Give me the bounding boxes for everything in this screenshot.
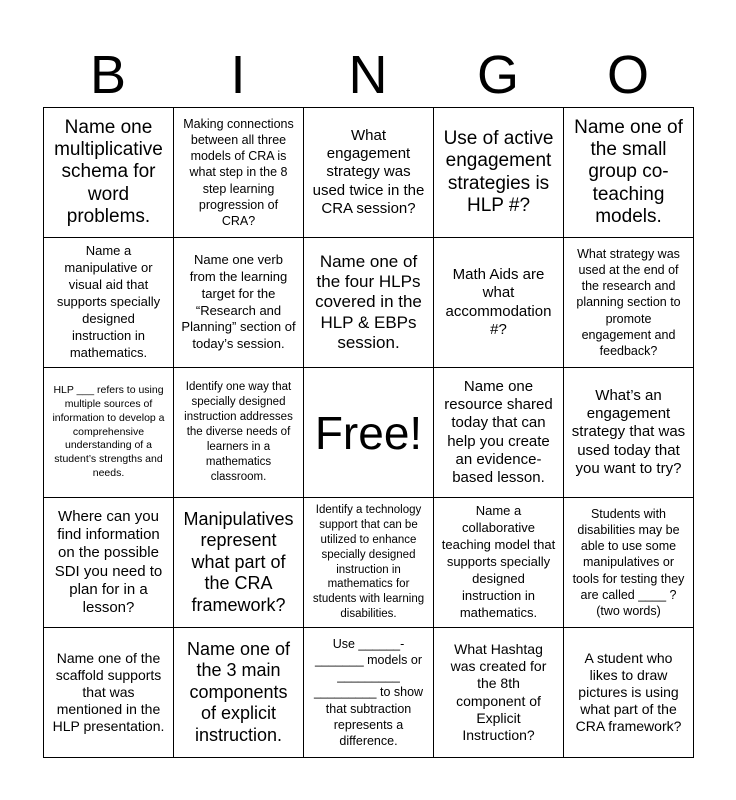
bingo-cell: What strategy was used at the end of the research and planning section to promote engagement and feedback?	[564, 238, 694, 368]
bingo-cell: What Hashtag was created for the 8th component of Explicit Instruction?	[434, 628, 564, 758]
bingo-cell: Identify one way that specially designed instruction addresses the diverse needs of learners in a mathematics classroom.	[174, 368, 304, 498]
bingo-cell: What’s an engagement strategy that was used today that you want to try?	[564, 368, 694, 498]
bingo-cell: Manipulatives represent what part of the CRA framework?	[174, 498, 304, 628]
bingo-cell: Name one resource shared today that can help you create an evidence-based lesson.	[434, 368, 564, 498]
bingo-cell: Where can you find information on the possible SDI you need to plan for in a lesson?	[44, 498, 174, 628]
header-letter-g: G	[476, 45, 519, 105]
bingo-cell: Use ______-_______ models or _________ _________ to show that subtraction represents a difference.	[304, 628, 434, 758]
bingo-cell: Name one of the small group co-teaching models.	[564, 108, 694, 238]
bingo-cell: HLP ___ refers to using multiple sources of information to develop a comprehensive understanding of a student’s strengths and needs.	[44, 368, 174, 498]
header-letter-n: N	[348, 45, 388, 105]
bingo-cell: Name a manipulative or visual aid that supports specially designed instruction in mathematics.	[44, 238, 174, 368]
bingo-cell: Name a collaborative teaching model that supports specially designed instruction in mathematics.	[434, 498, 564, 628]
bingo-cell: Students with disabilities may be able to use some manipulatives or tools for testing they are called ____ ? (two words)	[564, 498, 694, 628]
bingo-board	[43, 107, 694, 758]
bingo-cell: Use of active engagement strategies is HLP #?	[434, 108, 564, 238]
bingo-cell: Name one verb from the learning target for the “Research and Planning” section of today’s session.	[174, 238, 304, 368]
bingo-header	[43, 46, 693, 104]
header-letter-i: I	[230, 45, 246, 105]
bingo-cell: Math Aids are what accommodation #?	[434, 238, 564, 368]
bingo-cell: Name one multiplicative schema for word problems.	[44, 108, 174, 238]
bingo-cell: Identify a technology support that can be utilized to enhance specially designed instruction in mathematics for students with learning disabilities.	[304, 498, 434, 628]
header-letter-o: O	[606, 45, 649, 105]
bingo-cell: Name one of the 3 main components of explicit instruction.	[174, 628, 304, 758]
bingo-cell: Name one of the four HLPs covered in the HLP & EBPs session.	[304, 238, 434, 368]
free-space: Free!	[304, 368, 434, 498]
bingo-cell: Name one of the scaffold supports that was mentioned in the HLP presentation.	[44, 628, 174, 758]
bingo-cell: What engagement strategy was used twice in the CRA session?	[304, 108, 434, 238]
bingo-cell: A student who likes to draw pictures is using what part of the CRA framework?	[564, 628, 694, 758]
header-letter-b: B	[89, 45, 127, 105]
bingo-cell: Making connections between all three models of CRA is what step in the 8 step learning progression of CRA?	[174, 108, 304, 238]
